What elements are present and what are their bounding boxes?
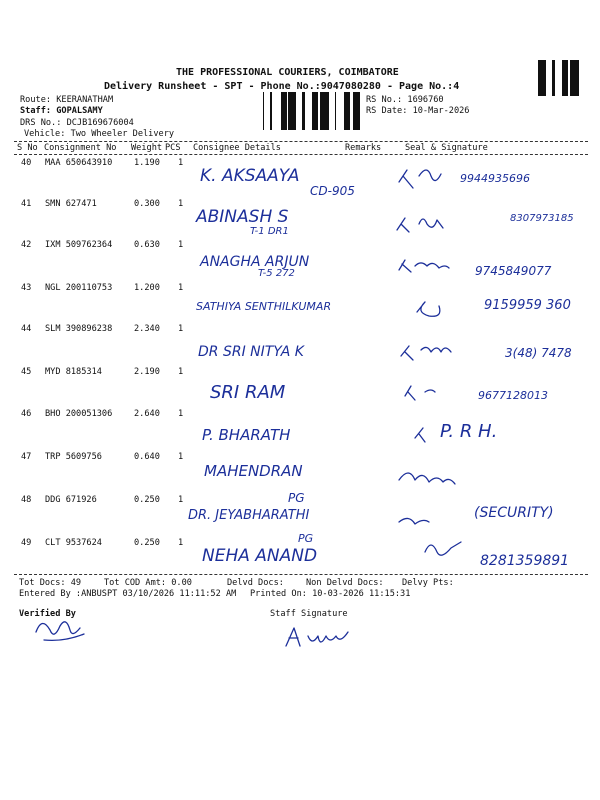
row-consignment: BHO 200051306 [45, 409, 113, 419]
vehicle-label: Vehicle: Two Wheeler Delivery [24, 129, 175, 139]
row-consignee: DR SRI NITYA K [198, 344, 304, 360]
divider-footer [14, 574, 588, 575]
entered-by: Entered By :ANBUSPT 03/10/2026 11:11:52 AM [19, 589, 237, 599]
company-title: THE PROFESSIONAL COURIERS, COIMBATORE [176, 67, 399, 78]
row-weight: 2.640 [134, 409, 160, 419]
row-sno: 45 [21, 367, 32, 377]
row-note: CD-905 [310, 184, 355, 198]
col-remarks: Remarks [345, 143, 382, 153]
row-sno: 42 [21, 240, 32, 250]
row-seal-note: 8281359891 [480, 553, 570, 569]
row-consignment: CLT 9537624 [45, 538, 102, 548]
signature-44 [401, 346, 451, 360]
divider-header [14, 154, 588, 155]
col-consignee: Consignee Details [193, 143, 281, 153]
rs-no: RS No.: 1696760 [366, 95, 444, 105]
row-consignee: DR. JEYABHARATHI [188, 508, 310, 523]
row-pcs: 1 [178, 324, 184, 334]
staff-label: Staff: GOPALSAMY [20, 106, 103, 116]
verifier-signature [30, 612, 100, 648]
row-consignment: TRP 5609756 [45, 452, 102, 462]
row-pcs: 1 [178, 283, 184, 293]
col-pcs: PCS [165, 143, 181, 153]
row-sno: 43 [21, 283, 32, 293]
row-consignment: DDG 671926 [45, 495, 97, 505]
verified-by: Verified By [19, 609, 76, 619]
row-consignee: SRI RAM [210, 382, 286, 403]
row-weight: 2.340 [134, 324, 160, 334]
col-seal: Seal & Signature [405, 143, 488, 153]
row-consignment: SLM 390896238 [45, 324, 113, 334]
row-weight: 1.200 [134, 283, 160, 293]
row-seal-note: P. R H. [440, 421, 498, 442]
row-weight: 0.300 [134, 199, 160, 209]
row-consignee: P. BHARATH [202, 426, 291, 444]
row-consignee: ABINASH S [196, 207, 289, 227]
runsheet-title: Delivery Runsheet - SPT - Phone No.:9047080280 - Page No.:4 [104, 81, 460, 92]
row-seal-note: 9677128013 [478, 389, 548, 402]
row-consignment: IXM 509762364 [45, 240, 113, 250]
signature-42 [399, 260, 449, 272]
row-sno: 41 [21, 199, 32, 209]
non-delivered-docs: Non Delvd Docs: [306, 578, 384, 588]
row-consignment: NGL 200110753 [45, 283, 113, 293]
staff-signature [280, 620, 370, 654]
barcode-main [263, 92, 363, 130]
row-weight: 0.630 [134, 240, 160, 250]
delivery-points: Delvy Pts: [402, 578, 454, 588]
row-note: PG [298, 532, 314, 545]
row-pcs: 1 [178, 240, 184, 250]
row-pcs: 1 [178, 158, 184, 168]
signature-47 [399, 473, 455, 484]
signature-49 [425, 542, 461, 555]
signature-43 [417, 302, 440, 316]
rs-date: RS Date: 10-Mar-2026 [366, 106, 470, 116]
row-consignee: K. AKSAAYA [200, 166, 300, 186]
total-cod: Tot COD Amt: 0.00 [104, 578, 192, 588]
row-weight: 0.250 [134, 538, 160, 548]
row-consignee: MAHENDRAN [204, 462, 303, 480]
row-consignee: ANAGHA ARJUN [200, 254, 310, 270]
row-consignment: SMN 627471 [45, 199, 97, 209]
row-note: PG [288, 491, 305, 505]
barcode-corner [537, 60, 579, 96]
row-weight: 1.190 [134, 158, 160, 168]
row-weight: 2.190 [134, 367, 160, 377]
seal-signatures [395, 160, 465, 580]
row-pcs: 1 [178, 199, 184, 209]
row-note: T-1 DR1 [250, 226, 289, 237]
row-sno: 46 [21, 409, 32, 419]
printed-on: Printed On: 10-03-2026 11:15:31 [250, 589, 411, 599]
row-pcs: 1 [178, 495, 184, 505]
signature-48 [399, 518, 429, 524]
total-docs: Tot Docs: 49 [19, 578, 82, 588]
row-sno: 40 [21, 158, 32, 168]
row-seal-note: 9745849077 [475, 264, 552, 278]
drs-label: DRS No.: DCJB169676004 [20, 118, 134, 128]
signature-40 [399, 170, 441, 188]
row-pcs: 1 [178, 452, 184, 462]
divider-top [14, 141, 588, 142]
row-pcs: 1 [178, 409, 184, 419]
row-seal-note: 8307973185 [510, 213, 574, 224]
row-sno: 49 [21, 538, 32, 548]
signature-41 [397, 218, 443, 232]
row-pcs: 1 [178, 538, 184, 548]
col-weight: Weight [131, 143, 163, 153]
route-label: Route: KEERANATHAM [20, 95, 114, 105]
row-consignment: MAA 650643910 [45, 158, 113, 168]
row-seal-note: 9159959 360 [484, 298, 571, 313]
row-consignee: NEHA ANAND [202, 546, 318, 566]
row-sno: 44 [21, 324, 32, 334]
row-seal-note: 3(48) 7478 [505, 346, 572, 360]
col-consignment: Consignment No [44, 143, 117, 153]
col-sno: S No [17, 143, 38, 153]
row-sno: 47 [21, 452, 32, 462]
staff-signature-label: Staff Signature [270, 609, 348, 619]
row-pcs: 1 [178, 367, 184, 377]
row-consignee: SATHIYA SENTHILKUMAR [196, 300, 332, 313]
row-weight: 0.250 [134, 495, 160, 505]
signature-46 [415, 428, 425, 442]
row-consignment: MYD 8185314 [45, 367, 102, 377]
row-seal-note: 9944935696 [460, 172, 530, 185]
row-seal-note: (SECURITY) [474, 505, 554, 521]
row-sno: 48 [21, 495, 32, 505]
row-note: T-5 272 [258, 268, 295, 279]
signature-45 [405, 386, 435, 400]
delivered-docs: Delvd Docs: [227, 578, 284, 588]
row-weight: 0.640 [134, 452, 160, 462]
